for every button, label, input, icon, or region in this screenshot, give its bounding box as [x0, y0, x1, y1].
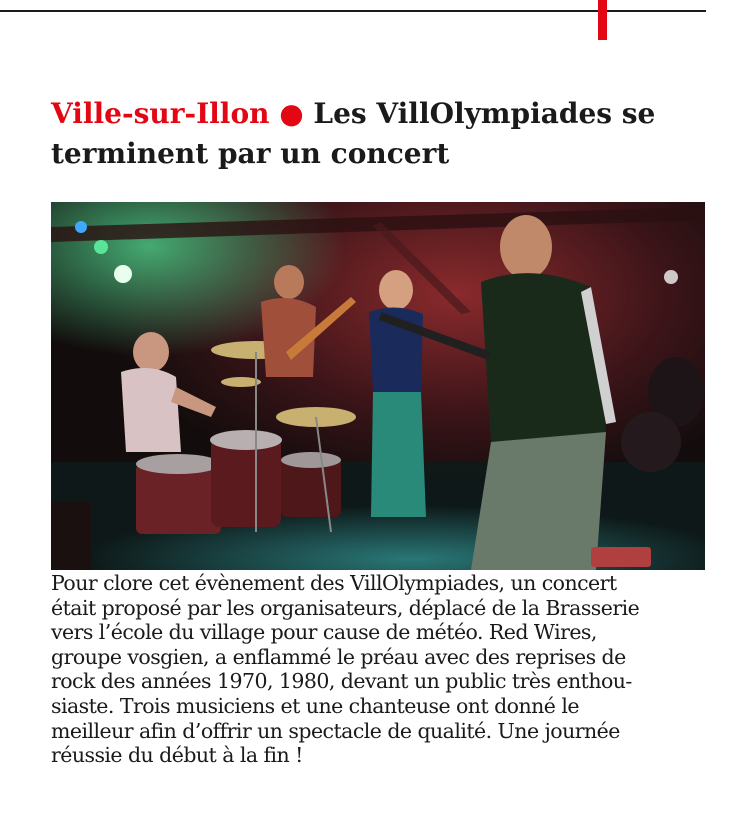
body-line: meilleur afin d’offrir un spectacle de qualité. Une journée: [51, 718, 620, 743]
article-headline: [51, 94, 711, 174]
body-line: réussie du début à la fin !: [51, 743, 303, 768]
headline-location: Ville-sur-Illon: [51, 97, 270, 130]
body-line: siaste. Trois musiciens et une chanteuse ont donné le: [51, 693, 579, 718]
article-body: [51, 571, 711, 768]
body-line: groupe vosgien, a enflammé le préau avec des reprises de: [51, 644, 626, 669]
concert-photo: [51, 202, 705, 570]
section-marker: [598, 0, 607, 40]
body-line: rock des années 1970, 1980, devant un public très enthou-: [51, 669, 632, 694]
body-line: Pour clore cet évènement des VillOlympiades, un concert: [51, 571, 617, 595]
body-line: était proposé par les organisateurs, déplacé de la Brasserie: [51, 595, 640, 620]
headline-title: Les VillOlympiades se terminent par un concert: [51, 97, 656, 170]
headline-separator-dot: ●: [279, 97, 304, 130]
body-line: vers l’école du village pour cause de météo. Red Wires,: [51, 620, 597, 645]
